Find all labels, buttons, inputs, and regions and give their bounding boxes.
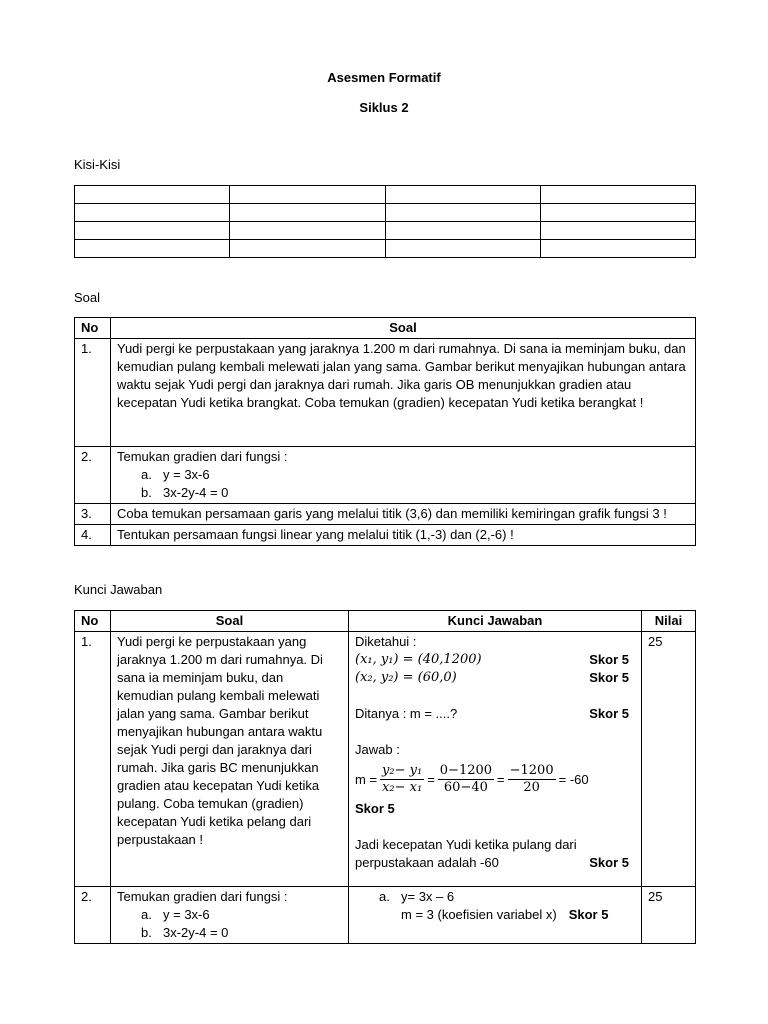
question-cell	[111, 887, 349, 944]
question-text: Yudi pergi ke perpustakaan yang jaraknya 1.200 m dari rumahnya. Di sana ia meminjam buku, dan kemudian pulang kembali melewati jalan yang sama. Gambar berikut menyajikan hubungan antara waktu sejak Yudi pergi dan jaraknya dari rumah. Jika garis OB menunjukkan gradien atau kecepatan Yudi ketika brangkat. Coba temukan (gradien) kecepatan Yudi ketika berangkat !	[111, 339, 696, 447]
answer-cell	[349, 887, 642, 944]
conclusion-line-2: perpustakaan adalah -60 Skor 5	[355, 855, 629, 870]
table-row	[75, 504, 696, 525]
answer-line: m = 3 (koefisien variabel x) Skor 5	[401, 907, 609, 922]
score-label: Skor 5	[589, 855, 629, 870]
question-text: Temukan gradien dari fungsi :	[117, 449, 288, 464]
list-item: a. y = 3x-6	[141, 467, 210, 482]
row-number: 1.	[75, 632, 111, 887]
table-row	[75, 887, 696, 944]
question-text: Temukan gradien dari fungsi :	[117, 889, 288, 904]
table-row	[75, 222, 696, 240]
col-nilai-header: Nilai	[642, 611, 696, 632]
soal-label: Soal	[74, 290, 101, 305]
diketahui-label: Diketahui :	[355, 634, 417, 649]
question-text: Coba temukan persamaan garis yang melalui titik (3,6) dan memiliki kemiringan grafik fungsi 3 !	[111, 504, 696, 525]
row-number: 2.	[75, 447, 111, 504]
table-row	[75, 525, 696, 546]
gradient-formula: m = $\frac{\text{y₂− y₁}}{\text{x₂− x₁}}$ = $\frac{0-1200}{60-40}$ = $\frac{-1200}{20}$ = -60	[355, 763, 589, 795]
question-text: Tentukan persamaan fungsi linear yang melalui titik (1,-3) dan (2,-6) !	[111, 525, 696, 546]
table-header-row	[75, 318, 696, 339]
table-row	[75, 447, 696, 504]
col-kunci-header: Kunci Jawaban	[349, 611, 642, 632]
row-number: 2.	[75, 887, 111, 944]
list-item: a. y= 3x – 6	[379, 889, 455, 904]
ditanya-line: Ditanya : m = ....? Skor 5	[355, 706, 629, 721]
row-number: 3.	[75, 504, 111, 525]
score-label: Skor 5	[568, 907, 609, 922]
list-item: a. y = 3x-6	[141, 907, 210, 922]
score-label: Skor 5	[589, 706, 629, 721]
table-row	[75, 632, 696, 887]
table-row	[75, 339, 696, 447]
score-label: Skor 5	[589, 652, 629, 667]
fraction: $\frac{0-1200}{60-40}$	[439, 763, 493, 795]
list-item: b. 3x-2y-4 = 0	[141, 925, 229, 940]
row-number: 1.	[75, 339, 111, 447]
known-point-2: (x₂, y₂) = (60,0) Skor 5	[355, 670, 629, 685]
page-title: Asesmen Formatif	[327, 70, 441, 85]
table-row	[75, 240, 696, 258]
table-row	[75, 186, 696, 204]
fraction: $\frac{-1200}{20}$	[509, 763, 554, 795]
kunci-label: Kunci Jawaban	[74, 582, 163, 597]
fraction: $\frac{\text{y₂− y₁}}{\text{x₂− x₁}}$	[382, 763, 423, 795]
score-value: 25	[642, 632, 696, 887]
table-row	[75, 204, 696, 222]
col-no-header: No	[75, 318, 111, 339]
conclusion-line-1: Jadi kecepatan Yudi ketika pulang dari	[355, 837, 577, 852]
question-text: Yudi pergi ke perpustakaan yang jaraknya 1.200 m dari rumahnya. Di sana ia meminjam buku, dan kemudian pulang kembali melewati jalan yang sama. Gambar berikut menyajikan hubungan antara waktu sejak Yudi pergi dan jaraknya dari rumah. Jika garis BC menunjukkan gradien atau kecepatan Yudi ketika pulang. Coba temukan (gradien) kecepatan Yudi ketika pelang dari perpustakaan !	[111, 632, 349, 887]
answer-cell	[349, 632, 642, 887]
col-soal-header: Soal	[111, 611, 349, 632]
soal-table	[74, 317, 696, 546]
table-header-row	[75, 611, 696, 632]
kisi-label: Kisi-Kisi	[74, 157, 121, 172]
score-label: Skor 5	[355, 801, 395, 816]
score-label: Skor 5	[589, 670, 629, 685]
kisi-table	[74, 185, 696, 258]
col-no-header: No	[75, 611, 111, 632]
page-subtitle: Siklus 2	[359, 100, 409, 115]
known-point-1: (x₁, y₁) = (40,1200) Skor 5	[355, 652, 629, 667]
col-soal-header: Soal	[111, 318, 696, 339]
score-value: 25	[642, 887, 696, 944]
jawab-label: Jawab :	[355, 742, 400, 757]
list-item: b. 3x-2y-4 = 0	[141, 485, 229, 500]
row-number: 4.	[75, 525, 111, 546]
kunci-table	[74, 610, 696, 944]
question-cell	[111, 447, 696, 504]
